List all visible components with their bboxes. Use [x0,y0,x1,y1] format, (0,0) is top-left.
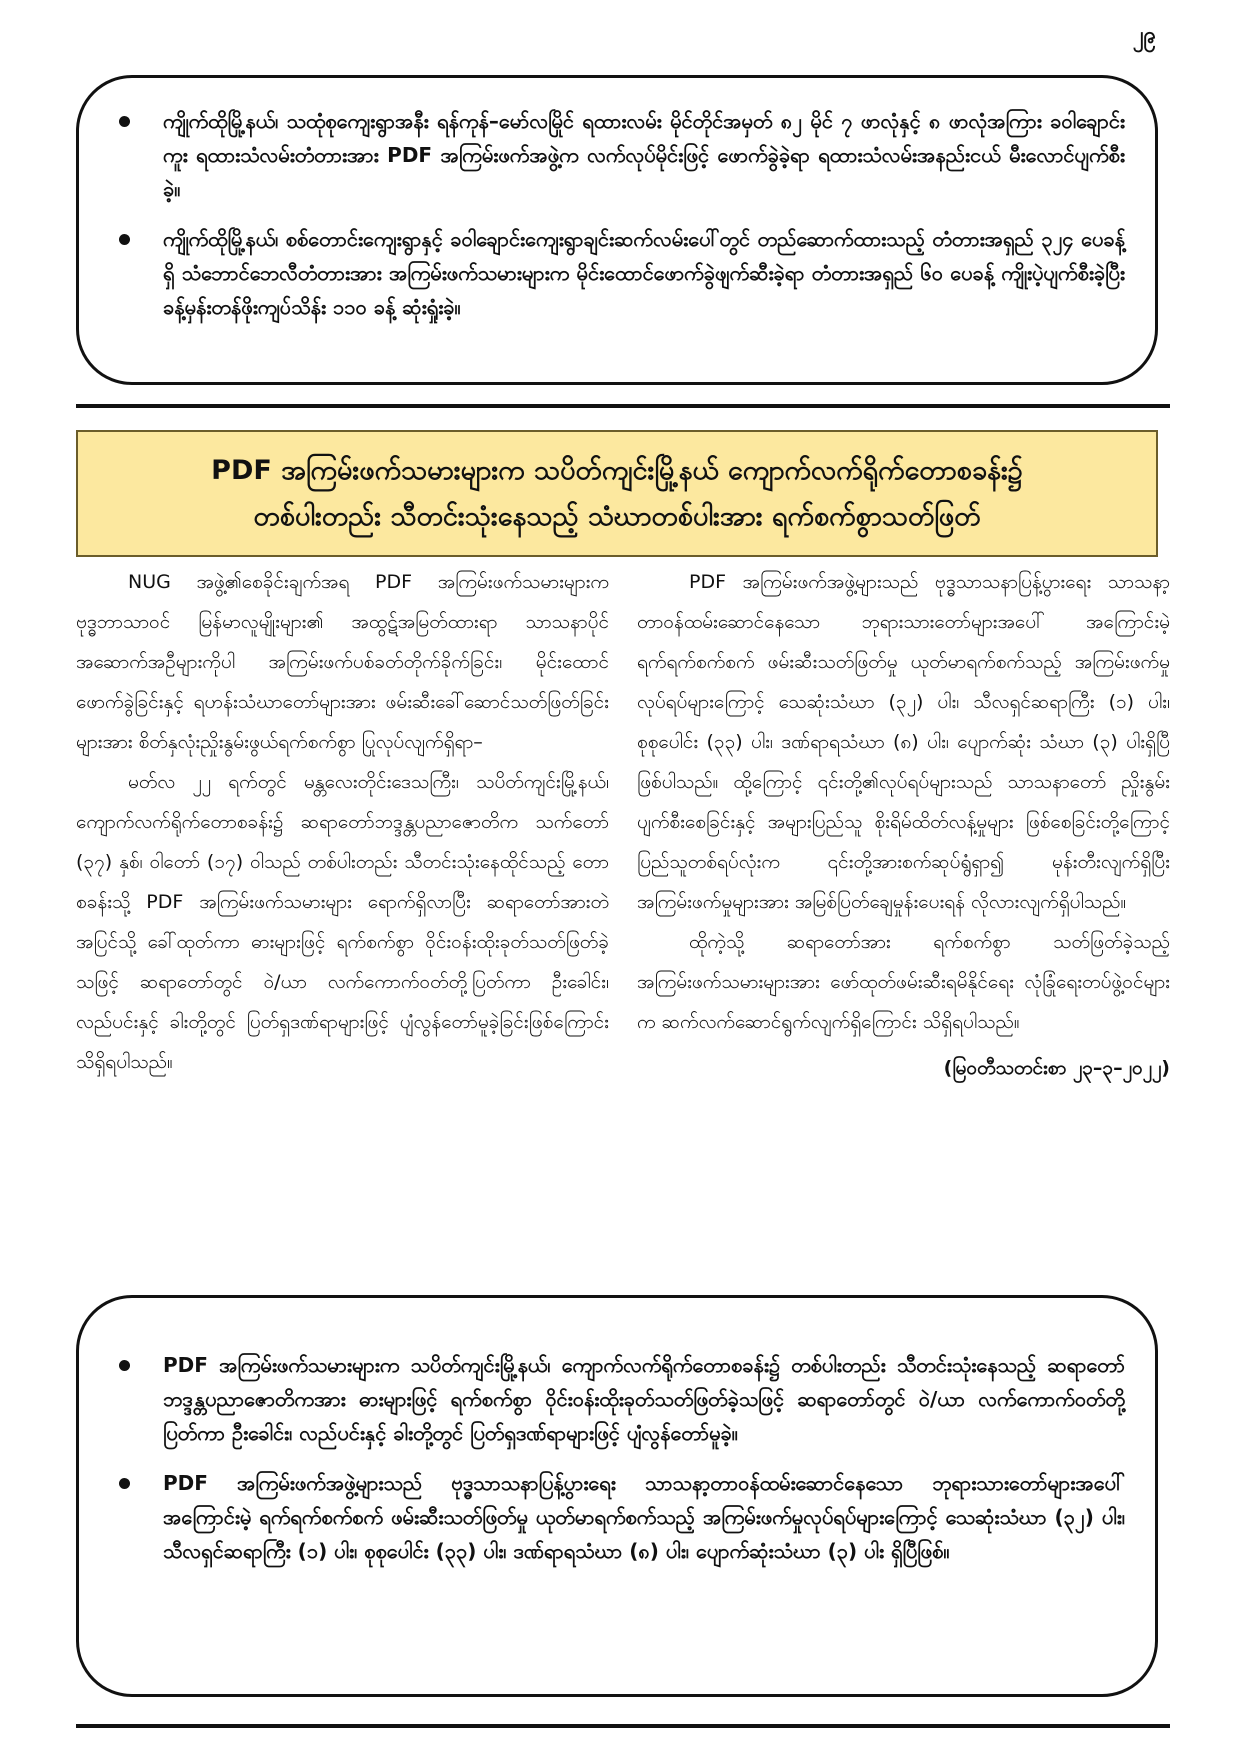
summary-box-bottom [76,1295,1158,1697]
article-paragraph: မတ်လ ၂၂ ရက်တွင် မန္တလေးတိုင်းဒေသကြီး၊ သပိတ်ကျင်းမြို့နယ်၊ ကျောက်လက်ရိုက်တောစခန်း၌ ဆရာတော်ဘဒ္ဒန္တပညာဇောတိက သက်တော် (၃၇) နှစ်၊ ဝါတော် (၁၇) ဝါသည် တစ်ပါးတည်း သီတင်းသုံးနေထိုင်သည့် တောစခန်းသို့ PDF အကြမ်းဖက်သမားများ ရောက်ရှိလာပြီး ဆရာတော်အားတဲအပြင်သို့ ခေါ်ထုတ်ကာ ဓားများဖြင့် ရက်စက်စွာ ဝိုင်းဝန်းထိုးခုတ်သတ်ဖြတ်ခဲ့သဖြင့် ဆရာတော်တွင် ဝဲ/ယာ လက်ကောက်ဝတ်တို့ပြတ်ကာ ဦးခေါင်း၊ လည်ပင်းနှင့် ခါးတို့တွင် ပြတ်ရှဒဏ်ရာများဖြင့် ပျံလွန်တော်မူခဲ့ခြင်းဖြစ်ကြောင်းသိရှိရပါသည်။ [76,771,609,1073]
summary-box-top [76,75,1158,385]
article-column-right [637,562,1170,1088]
article-columns [76,562,1170,1088]
article-column-left [76,562,609,1088]
summary-bullet: ကျိုက်ထိုမြို့နယ်၊ သထုံစုကျေးရွာအနီး ရန်ကုန်–မော်လမြိုင် ရထားလမ်း မိုင်တိုင်အမှတ် ၈၂ မိုင် ၇ ဖာလုံနှင့် ၈ ဖာလုံအကြား ခဝါချောင်းကူး ရထားသံလမ်းတံတားအား PDF အကြမ်းဖက်အဖွဲ့က လက်လုပ်မိုင်းဖြင့် ဖောက်ခွဲခဲ့ရာ ရထားသံလမ်းအနည်းငယ် မီးလောင်ပျက်စီးခဲ့။ [111,104,1125,206]
headline-line-1: PDF အကြမ်းဖက်သမားများက သပိတ်ကျင်းမြို့နယ် ကျောက်လက်ရိုက်တောစခန်း၌ [211,454,1023,486]
article-paragraph: PDF အကြမ်းဖက်အဖွဲ့များသည် ဗုဒ္ဓသာသနာပြန့်ပွားရေး သာသနာ့တာဝန်ထမ်းဆောင်နေသော ဘုရားသားတော်များအပေါ် အကြောင်းမဲ့ ရက်ရက်စက်စက် ဖမ်းဆီးသတ်ဖြတ်မှု ယုတ်မာရက်စက်သည့် အကြမ်းဖက်မှုလုပ်ရပ်များကြောင့် သေဆုံးသံဃာ (၃၂) ပါး၊ သီလရှင်ဆရာကြီး (၁) ပါး၊ စုစုပေါင်း (၃၃) ပါး၊ ဒဏ်ရာရသံဃာ (၈) ပါး၊ ပျောက်ဆုံး သံဃာ (၃) ပါးရှိပြီဖြစ်ပါသည်။ ထို့ကြောင့် ၎င်းတို့၏လုပ်ရပ်များသည် သာသနာတော် ညှိုးနွမ်းပျက်စီးစေခြင်းနှင့် အများပြည်သူ စိုးရိမ်ထိတ်လန့်မှုများ ဖြစ်စေခြင်းတို့ကြောင့် ပြည်သူတစ်ရပ်လုံးက ၎င်းတို့အားစက်ဆုပ်ရွံရှာ၍ မုန်းတီးလျက်ရှိပြီး အကြမ်းဖက်မှုများအား အမြစ်ပြတ်ချေမှုန်းပေးရန် လိုလားလျက်ရှိပါသည်။ [637,571,1170,913]
article-paragraph: NUG အဖွဲ့၏စေခိုင်းချက်အရ PDF အကြမ်းဖက်သမားများက ဗုဒ္ဓဘာသာဝင် မြန်မာလူမျိုးများ၏ အထွဋ်အမြတ်ထားရာ သာသနာပိုင်အဆောက်အဦများကိုပါ အကြမ်းဖက်ပစ်ခတ်တိုက်ခိုက်ခြင်း၊ မိုင်းထောင်ဖောက်ခွဲခြင်းနှင့် ရဟန်းသံဃာတော်များအား ဖမ်းဆီးခေါ်ဆောင်သတ်ဖြတ်ခြင်းများအား စိတ်နှလုံးညှိုးနွမ်းဖွယ်ရက်စက်စွာ ပြုလုပ်လျက်ရှိရာ– [76,571,609,753]
summary-bullet: PDF အကြမ်းဖက်အဖွဲ့များသည် ဗုဒ္ဓသာသနာပြန့်ပွားရေး သာသနာ့တာဝန်ထမ်းဆောင်နေသော ဘုရားသားတော်များအပေါ် အကြောင်းမဲ့ ရက်ရက်စက်စက် ဖမ်းဆီးသတ်ဖြတ်မှု ယုတ်မာရက်စက်သည့် အကြမ်းဖက်မှုလုပ်ရပ်များကြောင့် သေဆုံးသံဃာ (၃၂) ပါး၊ သီလရှင်ဆရာကြီး (၁) ပါး၊ စုစုပေါင်း (၃၃) ပါး၊ ဒဏ်ရာရသံဃာ (၈) ပါး၊ ပျောက်ဆုံးသံဃာ (၃) ပါး ရှိပြီဖြစ်။ [111,1466,1125,1568]
article-paragraph: ထိုကဲ့သို့ ဆရာတော်အား ရက်စက်စွာ သတ်ဖြတ်ခဲ့သည့် အကြမ်းဖက်သမားများအား ဖော်ထုတ်ဖမ်းဆီးရမိနိုင်ရေး လုံခြုံရေးတပ်ဖွဲ့ဝင်များက ဆက်လက်ဆောင်ရွက်လျက်ရှိကြောင်း သိရှိရပါသည်။ [637,931,1170,1033]
summary-bullet: PDF အကြမ်းဖက်သမားများက သပိတ်ကျင်းမြို့နယ်၊ ကျောက်လက်ရိုက်တောစခန်း၌ တစ်ပါးတည်း သီတင်းသုံးနေသည့် ဆရာတော် ဘဒ္ဒန္တပညာဇောတိကအား ဓားများဖြင့် ရက်စက်စွာ ဝိုင်းဝန်းထိုးခုတ်သတ်ဖြတ်ခဲ့သဖြင့် ဆရာတော်တွင် ဝဲ/ယာ လက်ကောက်ဝတ်တို့ ပြတ်ကာ ဦးခေါင်း၊ လည်ပင်းနှင့် ခါးတို့တွင် ပြတ်ရှဒဏ်ရာများဖြင့် ပျံလွန်တော်မူခဲ့။ [111,1348,1125,1450]
source-signoff: (မြဝတီသတင်းစာ ၂၃–၃–၂၀၂၂) [943,1057,1170,1079]
page-number: ၂၉ [1132,23,1156,48]
headline-line-2: တစ်ပါးတည်း သီတင်းသုံးနေသည့် သံဃာတစ်ပါးအား ရက်စက်စွာသတ်ဖြတ် [253,500,981,532]
divider-rule [76,1724,1170,1728]
summary-bullet: ကျိုက်ထိုမြို့နယ်၊ စစ်တောင်းကျေးရွာနှင့် ခဝါချောင်းကျေးရွာချင်းဆက်လမ်းပေါ်တွင် တည်ဆောက်ထားသည့် တံတားအရှည် ၃၂၄ ပေခန့်ရှိ သံဘောင်ဘေလီတံတားအား အကြမ်းဖက်သမားများက မိုင်းထောင်ဖောက်ခွဲဖျက်ဆီးခဲ့ရာ တံတားအရှည် ၆၀ ပေခန့် ကျိုးပဲ့ပျက်စီးခဲ့ပြီး ခန့်မှန်းတန်ဖိုးကျပ်သိန်း ၁၁၀ ခန့် ဆုံးရှုံးခဲ့။ [111,222,1125,324]
divider-rule [76,404,1170,408]
headline-box [76,430,1158,557]
